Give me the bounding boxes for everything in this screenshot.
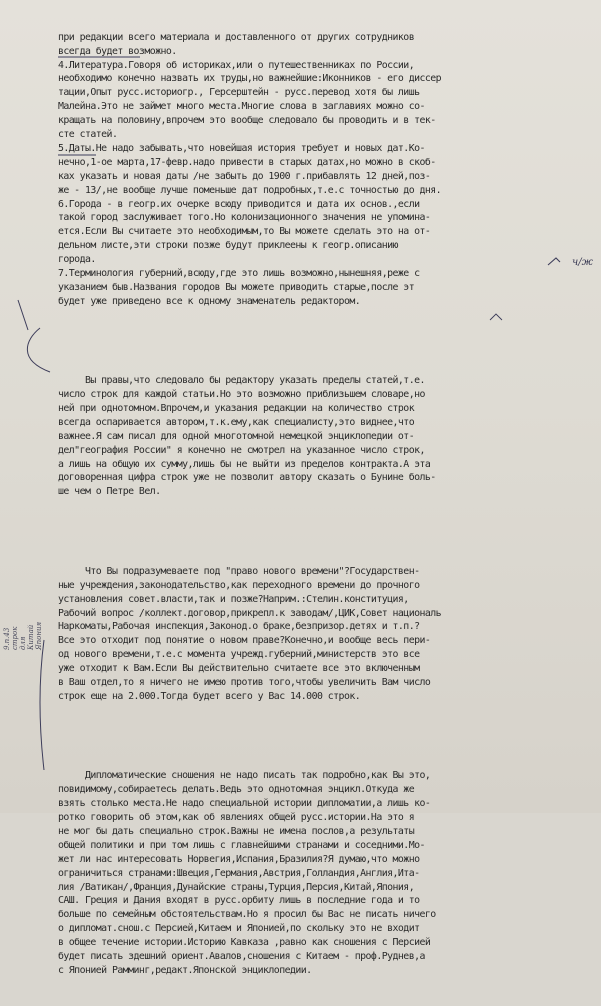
typed-line: САШ. Греция и Дания входят в русс.орбиту лишь в последние года и то	[58, 895, 420, 907]
typed-line: установления совет.власти,так и позже?Наприм.:Стелин.конституция,	[58, 593, 409, 605]
typed-line: дельном листе,эти строки позже будут приклеены к геогр.описанию	[58, 240, 398, 252]
margin-note-line: для	[19, 636, 27, 650]
margin-note-line: Япония	[35, 621, 43, 650]
typed-line: в общее течение истории.Историю Кавказа ,равно как сношения с Персией	[58, 937, 431, 949]
typed-line: Все это отходит под понятие о новом праве?Конечно,и вообще весь пери-	[58, 635, 431, 647]
handwritten-margin-note	[3, 610, 123, 650]
typed-line: взять столько места.Не надо специальной истории дипломатии,а лишь ко-	[58, 798, 431, 810]
typed-line: сте статей.	[58, 129, 118, 141]
typed-line: при редакции всего материала и доставленного от других сотрудников	[58, 31, 415, 43]
typed-line: ках указать и новая даты /не забыть до 1900 г.прибавлять 12 дней,поз-	[58, 170, 431, 182]
typed-line: необходимо конечно назвать их труды,но важнейшие:Иконников - его диссер	[58, 73, 442, 85]
typed-line: указанием быв.Названия городов Вы можете приводить старые,после эт	[58, 281, 415, 293]
typed-line: уже отходит к Вам.Если Вы действительно считаете все это включенным	[58, 663, 420, 675]
typed-line: Наркоматы,Рабочая инспекция,Законод.о браке,безпризор.детях и т.п.?	[58, 621, 420, 633]
typed-line: с Японией Рамминг,редакт.Японской энциклопедии.	[58, 964, 312, 976]
margin-note-line: строк	[11, 626, 19, 650]
typed-line: всегда оспаривается автором,т.к.ему,как специалисту,это виднее,что	[58, 416, 415, 428]
typed-line: ротко говорить об этом,как об явлениях общей русс.истории.На это я	[58, 812, 415, 824]
typed-line: общей политики и при том лишь с главнейшими странами и соседними.Мо-	[58, 839, 425, 851]
typed-line: нечно,1-ое марта,17-февр.надо привести в старых датах,но можно в скоб-	[58, 156, 436, 168]
typed-line: Рабочий вопрос /коллект.договор,прикрепл.к заводам/,ЦИК,Совет националь	[58, 607, 442, 619]
typed-line: 7.Терминология губерний,всюду,где это лишь возможно,нынешняя,реже с	[58, 267, 420, 279]
typed-line: больше по семейным обстоятельствам.Но я просил бы Вас не писать ничего	[58, 909, 436, 921]
typed-line: города.	[58, 254, 96, 266]
typed-line: будет писать здешний ориент.Авалов,сношения с Китаем - проф.Руднев,а	[58, 951, 425, 962]
paragraph-article-limits	[58, 374, 598, 499]
typed-line: в Ваш отдел,то я ничего не имею против того,чтобы увеличить Вам число	[58, 677, 431, 689]
handwritten-mark: ч/ж	[572, 257, 593, 268]
typed-line: же - 13/,не вообще лучше поменьше дат подробных,т.е.с точностью до дня.	[58, 184, 442, 196]
typed-line: 6.Города - в геогр.их очерке всюду приводится и дата их основ.,если	[58, 198, 420, 210]
typed-line: Что Вы подразумеваете под "право нового времени"?Государствен-	[58, 565, 420, 577]
typed-line: 5.Даты.Не надо забывать,что новейшая история требует и новых дат.Ко-	[58, 142, 425, 154]
typed-line: не мог бы дать специально строк.Важны не имена послов,а результаты	[58, 825, 415, 837]
typed-line: число строк для каждой статьи.Но это возможно приблизьшем словаре,но	[58, 389, 425, 401]
margin-note-line: Китай	[27, 624, 35, 650]
pen-arrow	[27, 328, 50, 372]
typed-line: кращать на половину,впрочем это вообще следовало бы проводить и в тек-	[58, 115, 436, 127]
typed-line: а лишь на общую их сумму,лишь бы не выйти из пределов контракта.А эта	[58, 458, 431, 470]
margin-note-line: 9.п.43	[3, 627, 11, 650]
section-points-4-7	[58, 31, 598, 309]
typed-line: ется.Если Вы считаете это необходимым,то Вы можете сделать это на от-	[58, 226, 431, 238]
typed-line: Вы правы,что следовало бы редактору указать пределы статей,т.е.	[58, 375, 425, 387]
typed-line: дел"география России" я конечно не смотрел на указанное число строк,	[58, 444, 425, 456]
typed-line: ней при однотомном.Впрочем,и указания редакции на количество строк	[58, 403, 415, 415]
pen-stroke	[18, 300, 28, 330]
typed-line: ные учреждения,законодательство,как переходного времени до прочного	[58, 579, 420, 591]
typed-text	[58, 3, 598, 1006]
typed-line: важнее.Я сам писал для одной многотомной немецкой энциклопедии от-	[58, 430, 415, 442]
paragraph-new-law	[58, 565, 598, 704]
typed-line: строк еще на 2.000.Тогда будет всего у Вас 14.000 строк.	[58, 690, 361, 702]
typed-line: лия /Ватикан/,Франция,Дунайские страны,Турция,Персия,Китай,Япония,	[58, 881, 415, 893]
typed-line: тации,Опыт русс.историогр., Герсерштейн - русс.перевод хотя бы лишь	[58, 87, 420, 99]
paragraph-diplomacy	[58, 769, 598, 977]
typed-line: такой город заслуживает того.Но колонизационного значения не упомина-	[58, 212, 431, 224]
typed-line: будет уже приведено все к одному знаменатель редактором.	[58, 295, 361, 307]
typed-line: од нового времени,т.е.с момента учрежд.губерний,министерств это все	[58, 649, 420, 661]
typed-line: Малейна.Это не займет много места.Многие слова в заглавиях можно со-	[58, 101, 425, 113]
typed-line: договоренная цифра строк уже не позволит автору сказать о Бунине боль-	[58, 472, 436, 484]
typed-line: повидимому,собираетесь делать.Ведь это однотомная энцикл.Откуда же	[58, 784, 415, 796]
typed-line: всегда будет возможно.	[58, 45, 177, 57]
typed-line: жет ли нас интересовать Норвегия,Испания,Бразилия?Я думаю,что можно	[58, 853, 420, 865]
pen-bracket	[40, 640, 44, 770]
typed-line: о дипломат.снош.с Персией,Китаем и Японией,по скольку это не входит	[58, 923, 420, 935]
typed-line: 4.Литература.Говоря об историках,или о путешественниках по России,	[58, 59, 415, 71]
typed-line: ограничиться странами:Швеция,Германия,Австрия,Голландия,Англия,Ита-	[58, 867, 420, 879]
typed-line: Дипломатические сношения не надо писать так подробно,как Вы это,	[58, 770, 431, 782]
typed-line: ше чем о Петре Вел.	[58, 486, 161, 498]
